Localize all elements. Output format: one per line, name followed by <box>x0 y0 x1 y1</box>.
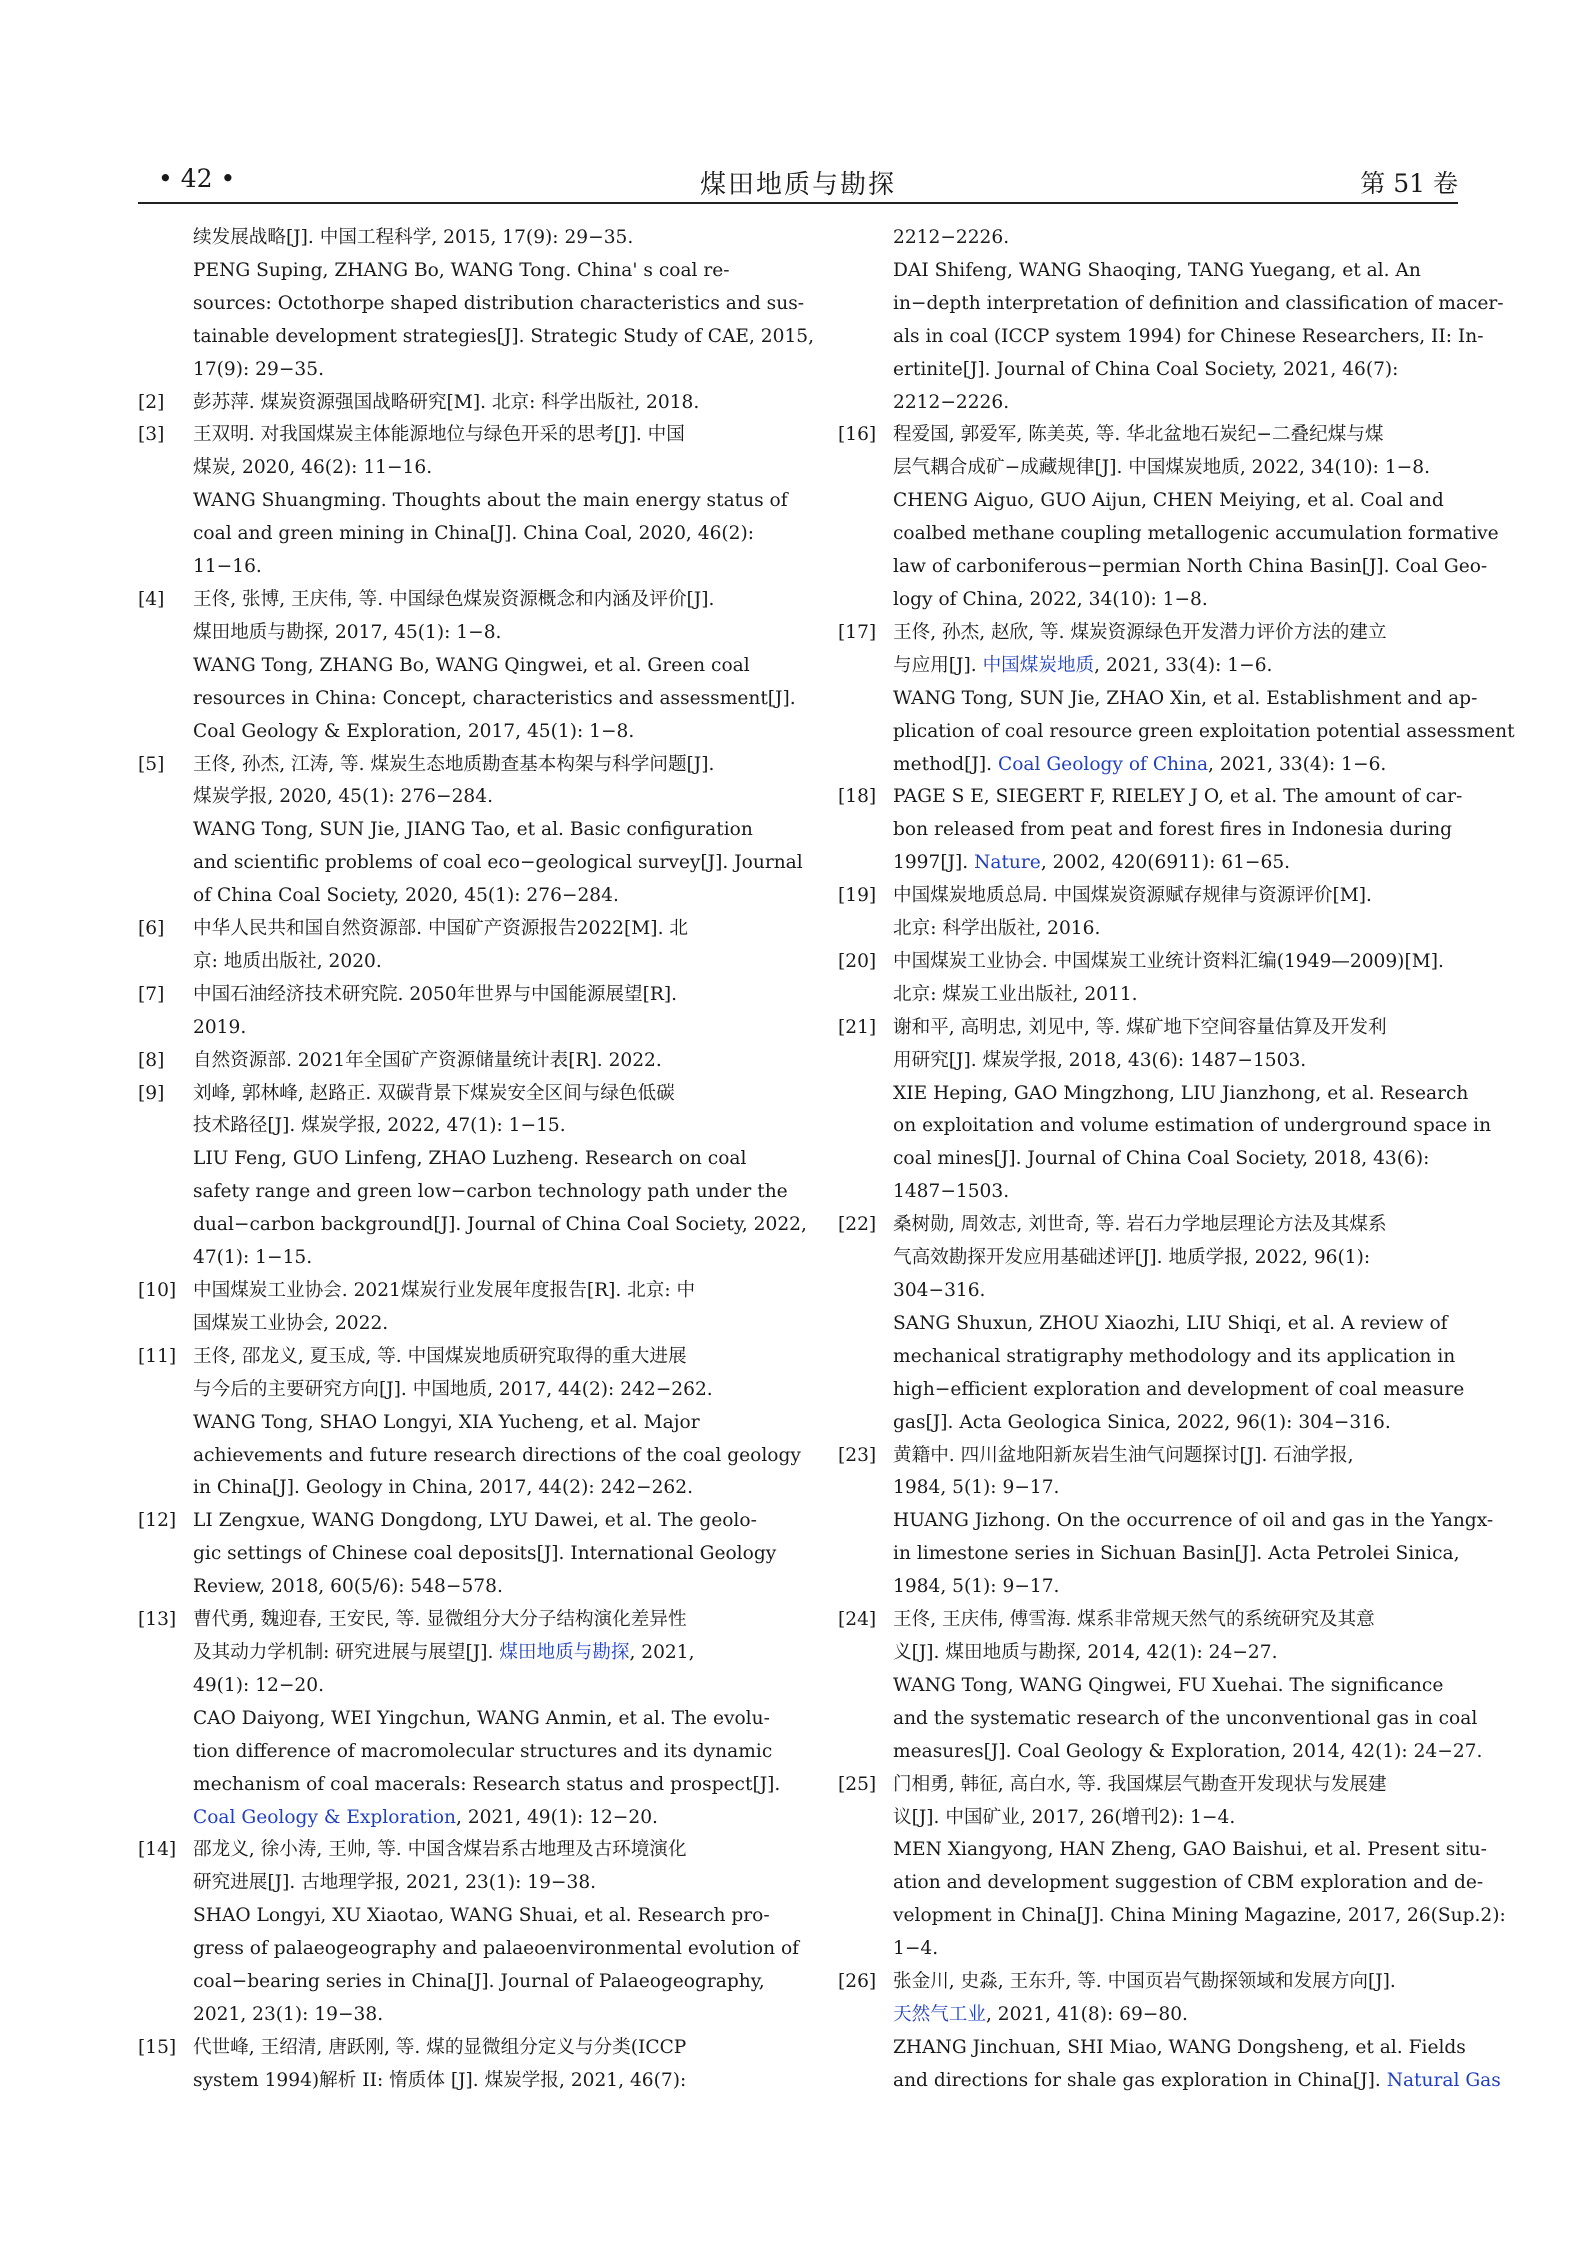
reference-entry <box>138 1341 801 1506</box>
reference-line: of China Coal Society, 2020, 45(1): 276−284. <box>193 885 619 907</box>
reference-line: measures[J]. Coal Geology & Exploration, 2014, 42(1): 24−27. <box>893 1740 1483 1762</box>
reference-line: 北京: 科学出版社, 2016. <box>893 918 1101 940</box>
reference-line: als in coal (ICCP system 1994) for Chinese Researchers, II: In- <box>893 325 1484 347</box>
reference-number: [10] <box>138 1280 177 1301</box>
reference-entry <box>838 781 1463 880</box>
reference-line: gas[J]. Acta Geologica Sinica, 2022, 96(1): 304−316. <box>893 1411 1391 1433</box>
volume-label: 第 51 卷 <box>1360 169 1458 198</box>
reference-line: sources: Octothorpe shaped distribution characteristics and sus- <box>193 292 805 314</box>
reference-entry <box>138 1834 800 2031</box>
reference-number: [8] <box>138 1049 165 1071</box>
reference-line: achievements and future research directions of the coal geology <box>193 1444 801 1466</box>
reference-line: 用研究[J]. 煤炭学报, 2018, 43(6): 1487−1503. <box>893 1049 1307 1071</box>
reference-number: [18] <box>838 786 877 808</box>
reference-entry <box>138 419 788 584</box>
reference-line: 47(1): 1−15. <box>193 1247 313 1269</box>
reference-line: HUANG Jizhong. On the occurrence of oil and gas in the Yangx- <box>893 1510 1494 1532</box>
reference-line: 黄籍中. 四川盆地阳新灰岩生油气问题探讨[J]. 石油学报, <box>893 1444 1354 1466</box>
reference-line: 2212−2226. <box>893 391 1010 413</box>
reference-line: and the systematic research of the unconventional gas in coal <box>893 1707 1478 1729</box>
reference-line: 张金川, 史淼, 王东升, 等. 中国页岩气勘探领域和发展方向[J]. <box>893 1971 1396 1993</box>
doi-link[interactable]: Coal Geology & Exploration <box>193 1806 456 1828</box>
reference-line: and scientific problems of coal eco−geological survey[J]. Journal <box>193 852 803 874</box>
reference-line: 2212−2226. <box>893 227 1010 248</box>
reference-line: LI Zengxue, WANG Dongdong, LYU Dawei, et al. The geolo- <box>193 1510 757 1532</box>
reference-line: WANG Tong, WANG Qingwei, FU Xuehai. The significance <box>893 1674 1444 1696</box>
reference-line: 17(9): 29−35. <box>193 358 324 380</box>
reference-line: 技术路径[J]. 煤炭学报, 2022, 47(1): 1−15. <box>193 1115 566 1137</box>
reference-entry <box>838 617 1515 782</box>
reference-line: SHAO Longyi, XU Xiaotao, WANG Shuai, et al. Research pro- <box>193 1905 770 1927</box>
reference-number: [9] <box>138 1082 165 1104</box>
reference-number: [22] <box>838 1214 877 1236</box>
reference-line: SANG Shuxun, ZHOU Xiaozhi, LIU Shiqi, et al. A review of <box>893 1312 1448 1334</box>
reference-line: 程爱国, 郭爱军, 陈美英, 等. 华北盆地石炭纪−二叠纪煤与煤 <box>893 424 1384 446</box>
reference-line: coal−bearing series in China[J]. Journal of Palaeogeography, <box>193 1971 765 1993</box>
reference-line: 谢和平, 高明忠, 刘见中, 等. 煤矿地下空间容量估算及开发利 <box>893 1016 1387 1038</box>
reference-line: 煤炭, 2020, 46(2): 11−16. <box>193 457 433 479</box>
reference-line: 曹代勇, 魏迎春, 王安民, 等. 显微组分大分子结构演化差异性 <box>193 1609 687 1631</box>
reference-line: logy of China, 2022, 34(10): 1−8. <box>893 588 1208 610</box>
reference-line: dual−carbon background[J]. Journal of China Coal Society, 2022, <box>193 1214 807 1236</box>
reference-line: XIE Heping, GAO Mingzhong, LIU Jianzhong, et al. Research <box>893 1082 1469 1104</box>
reference-line: bon released from peat and forest fires in Indonesia during <box>893 819 1452 841</box>
reference-entry <box>138 1604 781 1834</box>
reference-number: [2] <box>138 391 165 413</box>
references-right-column <box>838 222 1515 2098</box>
reference-line: WANG Tong, SHAO Longyi, XIA Yucheng, et al. Major <box>193 1411 700 1433</box>
reference-line: 1487−1503. <box>893 1181 1010 1203</box>
reference-entry <box>838 946 1458 1012</box>
reference-line: 刘峰, 郭林峰, 赵路正. 双碳背景下煤炭安全区间与绿色低碳 <box>193 1082 675 1104</box>
reference-line: ertinite[J]. Journal of China Coal Society, 2021, 46(7): <box>893 358 1399 380</box>
doi-link[interactable]: Natural Gas <box>1386 2069 1501 2091</box>
reference-line: gress of palaeogeography and palaeoenvironmental evolution of <box>193 1938 800 1960</box>
reference-line: 2019. <box>193 1016 247 1038</box>
reference-number: [4] <box>138 588 165 610</box>
reference-entry <box>138 222 815 387</box>
reference-line: 中国煤炭地质总局. 中国煤炭资源赋存规律与资源评价[M]. <box>893 885 1372 907</box>
reference-line: CAO Daiyong, WEI Yingchun, WANG Anmin, et al. The evolu- <box>193 1707 770 1729</box>
page-number: • 42 • <box>158 164 236 193</box>
reference-line: WANG Tong, SUN Jie, ZHAO Xin, et al. Establishment and ap- <box>893 687 1478 709</box>
journal-name: 煤田地质与勘探 <box>699 170 896 200</box>
reference-line: 王佟, 张博, 王庆伟, 等. 中国绿色煤炭资源概念和内涵及评价[J]. <box>193 588 715 610</box>
reference-line: on exploitation and volume estimation of underground space in <box>893 1115 1492 1137</box>
reference-line: in−depth interpretation of definition and classification of macer- <box>893 292 1504 314</box>
reference-line: gic settings of Chinese coal deposits[J]. International Geology <box>193 1543 777 1565</box>
reference-entry <box>838 1209 1465 1439</box>
reference-line: 1−4. <box>893 1938 939 1960</box>
reference-line: 北京: 煤炭工业出版社, 2011. <box>893 983 1138 1005</box>
reference-line: DAI Shifeng, WANG Shaoqing, TANG Yuegang, et al. An <box>893 259 1421 281</box>
reference-line: 京: 地质出版社, 2020. <box>193 950 382 972</box>
reference-line: 煤炭学报, 2020, 45(1): 276−284. <box>193 786 493 808</box>
reference-line: 与今后的主要研究方向[J]. 中国地质, 2017, 44(2): 242−262. <box>193 1378 713 1400</box>
reference-number: [7] <box>138 983 165 1005</box>
reference-line: Coal Geology & Exploration, 2021, 49(1): 12−20. <box>193 1806 658 1828</box>
doi-link[interactable]: 天然气工业 <box>893 2003 986 2025</box>
reference-line: 及其动力学机制: 研究进展与展望[J]. 煤田地质与勘探, 2021, <box>193 1641 695 1663</box>
reference-line: coal mines[J]. Journal of China Coal Society, 2018, 43(6): <box>893 1148 1430 1170</box>
reference-line: 王双明. 对我国煤炭主体能源地位与绿色开采的思考[J]. 中国 <box>193 424 685 446</box>
reference-entry <box>838 419 1499 616</box>
reference-line: 中国煤炭工业协会. 2021煤炭行业发展年度报告[R]. 北京: 中 <box>193 1280 696 1301</box>
reference-number: [6] <box>138 918 165 940</box>
reference-number: [21] <box>838 1016 877 1038</box>
reference-line: 层气耦合成矿−成藏规律[J]. 中国煤炭地质, 2022, 34(10): 1−8. <box>893 457 1430 479</box>
reference-line: PENG Suping, ZHANG Bo, WANG Tong. China' s coal re- <box>193 259 730 281</box>
reference-line: 304−316. <box>893 1280 986 1301</box>
reference-line: 中国煤炭工业协会. 中国煤炭工业统计资料汇编(1949—2009)[M]. <box>893 950 1444 972</box>
reference-number: [17] <box>838 621 877 643</box>
reference-entry <box>138 2032 758 2098</box>
reference-line: 桑树勋, 周效志, 刘世奇, 等. 岩石力学地层理论方法及其煤系 <box>893 1214 1387 1236</box>
reference-number: [11] <box>138 1345 177 1367</box>
reference-line: 研究进展[J]. 古地理学报, 2021, 23(1): 19−38. <box>193 1872 597 1894</box>
reference-line: 天然气工业, 2021, 41(8): 69−80. <box>893 2003 1188 2025</box>
page-header <box>138 160 1458 204</box>
reference-line: WANG Shuangming. Thoughts about the main energy status of <box>193 490 788 512</box>
reference-line: in China[J]. Geology in China, 2017, 44(2): 242−262. <box>193 1477 693 1499</box>
doi-link[interactable]: 中国煤炭地质 <box>982 654 1095 676</box>
reference-number: [5] <box>138 753 165 775</box>
reference-line: 彭苏萍. 煤炭资源强国战略研究[M]. 北京: 科学出版社, 2018. <box>193 391 700 413</box>
reference-number: [25] <box>838 1773 877 1795</box>
reference-line: tion difference of macromolecular structures and its dynamic <box>193 1740 773 1762</box>
reference-number: [23] <box>838 1444 877 1466</box>
reference-line: 义[J]. 煤田地质与勘探, 2014, 42(1): 24−27. <box>893 1641 1278 1663</box>
reference-line: MEN Xiangyong, HAN Zheng, GAO Baishui, et al. Present situ- <box>893 1839 1487 1861</box>
reference-number: [16] <box>838 424 877 446</box>
reference-entry <box>138 913 758 979</box>
reference-entry <box>838 1604 1483 1769</box>
reference-line: plication of coal resource green exploitation potential assessment <box>893 720 1515 742</box>
references-left-column <box>138 222 815 2098</box>
reference-line: coalbed methane coupling metallogenic accumulation formative <box>893 523 1499 545</box>
reference-entry <box>138 1045 758 1078</box>
reference-line: mechanical stratigraphy methodology and its application in <box>893 1345 1456 1367</box>
reference-entry <box>138 1275 758 1341</box>
reference-number: [24] <box>838 1609 877 1631</box>
header-rule <box>138 202 1458 204</box>
reference-line: 门相勇, 韩征, 高白水, 等. 我国煤层气勘查开发现状与发展建 <box>893 1773 1387 1795</box>
reference-line: method[J]. Coal Geology of China, 2021, 33(4): 1−6. <box>893 753 1387 775</box>
reference-line: 1997[J]. Nature, 2002, 420(6911): 61−65. <box>893 852 1291 874</box>
reference-entry <box>138 387 758 420</box>
reference-line: 议[J]. 中国矿业, 2017, 26(增刊2): 1−4. <box>893 1806 1236 1828</box>
reference-line: in limestone series in Sichuan Basin[J]. Acta Petrolei Sinica, <box>893 1543 1460 1565</box>
reference-line: law of carboniferous−permian North China Basin[J]. Coal Geo- <box>893 556 1488 578</box>
reference-line: 中华人民共和国自然资源部. 中国矿产资源报告2022[M]. 北 <box>193 918 688 940</box>
reference-number: [12] <box>138 1510 177 1532</box>
reference-number: [26] <box>838 1971 877 1993</box>
reference-line: system 1994)解析 II: 惰质体 [J]. 煤炭学报, 2021, 46(7): <box>193 2069 687 2091</box>
reference-entry <box>838 880 1458 946</box>
reference-line: LIU Feng, GUO Linfeng, ZHAO Luzheng. Research on coal <box>193 1148 747 1170</box>
reference-number: [13] <box>138 1609 177 1631</box>
reference-number: [20] <box>838 950 877 972</box>
reference-number: [15] <box>138 2036 177 2058</box>
reference-number: [19] <box>838 885 877 907</box>
reference-entry <box>838 1440 1494 1605</box>
reference-line: tainable development strategies[J]. Strategic Study of CAE, 2015, <box>193 325 815 347</box>
reference-line: CHENG Aiguo, GUO Aijun, CHEN Meiying, et al. Coal and <box>893 490 1444 512</box>
reference-line: 王佟, 孙杰, 赵欣, 等. 煤炭资源绿色开发潜力评价方法的建立 <box>893 621 1387 643</box>
reference-line: 自然资源部. 2021年全国矿产资源储量统计表[R]. 2022. <box>193 1049 662 1071</box>
reference-line: Review, 2018, 60(5/6): 548−578. <box>193 1576 503 1598</box>
reference-line: and directions for shale gas exploration in China[J]. Natural Gas <box>893 2069 1501 2091</box>
reference-line: velopment in China[J]. China Mining Magazine, 2017, 26(Sup.2): <box>893 1905 1506 1927</box>
reference-entry <box>138 749 803 914</box>
doi-link[interactable]: 煤田地质与勘探 <box>499 1641 630 1663</box>
reference-line: 1984, 5(1): 9−17. <box>893 1576 1060 1598</box>
reference-line: 王佟, 邵龙义, 夏玉成, 等. 中国煤炭地质研究取得的重大进展 <box>193 1345 687 1367</box>
reference-entry <box>838 1012 1492 1209</box>
reference-number: [3] <box>138 424 165 446</box>
reference-entry <box>138 1505 777 1604</box>
reference-number: [14] <box>138 1839 177 1861</box>
reference-line: safety range and green low−carbon technology path under the <box>193 1181 788 1203</box>
reference-entry <box>138 979 758 1045</box>
reference-line: high−efficient exploration and development of coal measure <box>893 1378 1465 1400</box>
doi-link[interactable]: Coal Geology of China <box>997 753 1209 775</box>
doi-link[interactable]: Nature <box>974 852 1041 874</box>
reference-line: 气高效勘探开发应用基础述评[J]. 地质学报, 2022, 96(1): <box>893 1247 1371 1269</box>
reference-line: 49(1): 12−20. <box>193 1674 324 1696</box>
reference-line: 续发展战略[J]. 中国工程科学, 2015, 17(9): 29−35. <box>193 227 634 248</box>
reference-line: 中国石油经济技术研究院. 2050年世界与中国能源展望[R]. <box>193 983 678 1005</box>
reference-line: ation and development suggestion of CBM exploration and de- <box>893 1872 1484 1894</box>
reference-line: 11−16. <box>193 556 262 578</box>
reference-entry <box>838 222 1504 419</box>
reference-line: WANG Tong, SUN Jie, JIANG Tao, et al. Basic configuration <box>193 819 753 841</box>
reference-line: resources in China: Concept, characteristics and assessment[J]. <box>193 687 796 709</box>
reference-line: 王佟, 孙杰, 江涛, 等. 煤炭生态地质勘查基本构架与科学问题[J]. <box>193 753 715 775</box>
reference-line: 煤田地质与勘探, 2017, 45(1): 1−8. <box>193 621 502 643</box>
reference-line: WANG Tong, ZHANG Bo, WANG Qingwei, et al. Green coal <box>193 654 750 676</box>
reference-line: 王佟, 王庆伟, 傅雪海. 煤系非常规天然气的系统研究及其意 <box>893 1609 1375 1631</box>
reference-entry <box>138 1078 807 1275</box>
reference-line: 1984, 5(1): 9−17. <box>893 1477 1060 1499</box>
reference-line: coal and green mining in China[J]. China Coal, 2020, 46(2): <box>193 523 755 545</box>
reference-line: 国煤炭工业协会, 2022. <box>193 1312 389 1334</box>
reference-line: 邵龙义, 徐小涛, 王帅, 等. 中国含煤岩系古地理及古环境演化 <box>193 1839 687 1861</box>
reference-entry <box>838 1769 1506 1966</box>
reference-line: mechanism of coal macerals: Research status and prospect[J]. <box>193 1773 781 1795</box>
reference-line: 2021, 23(1): 19−38. <box>193 2003 384 2025</box>
reference-line: Coal Geology & Exploration, 2017, 45(1): 1−8. <box>193 720 635 742</box>
reference-line: 代世峰, 王绍清, 唐跃刚, 等. 煤的显微组分定义与分类(ICCP <box>193 2036 687 2058</box>
reference-line: PAGE S E, SIEGERT F, RIELEY J O, et al. The amount of car- <box>893 786 1463 808</box>
reference-entry <box>838 1966 1501 2098</box>
reference-line: ZHANG Jinchuan, SHI Miao, WANG Dongsheng, et al. Fields <box>893 2036 1466 2058</box>
reference-line: 与应用[J]. 中国煤炭地质, 2021, 33(4): 1−6. <box>893 654 1273 676</box>
reference-entry <box>138 584 796 749</box>
